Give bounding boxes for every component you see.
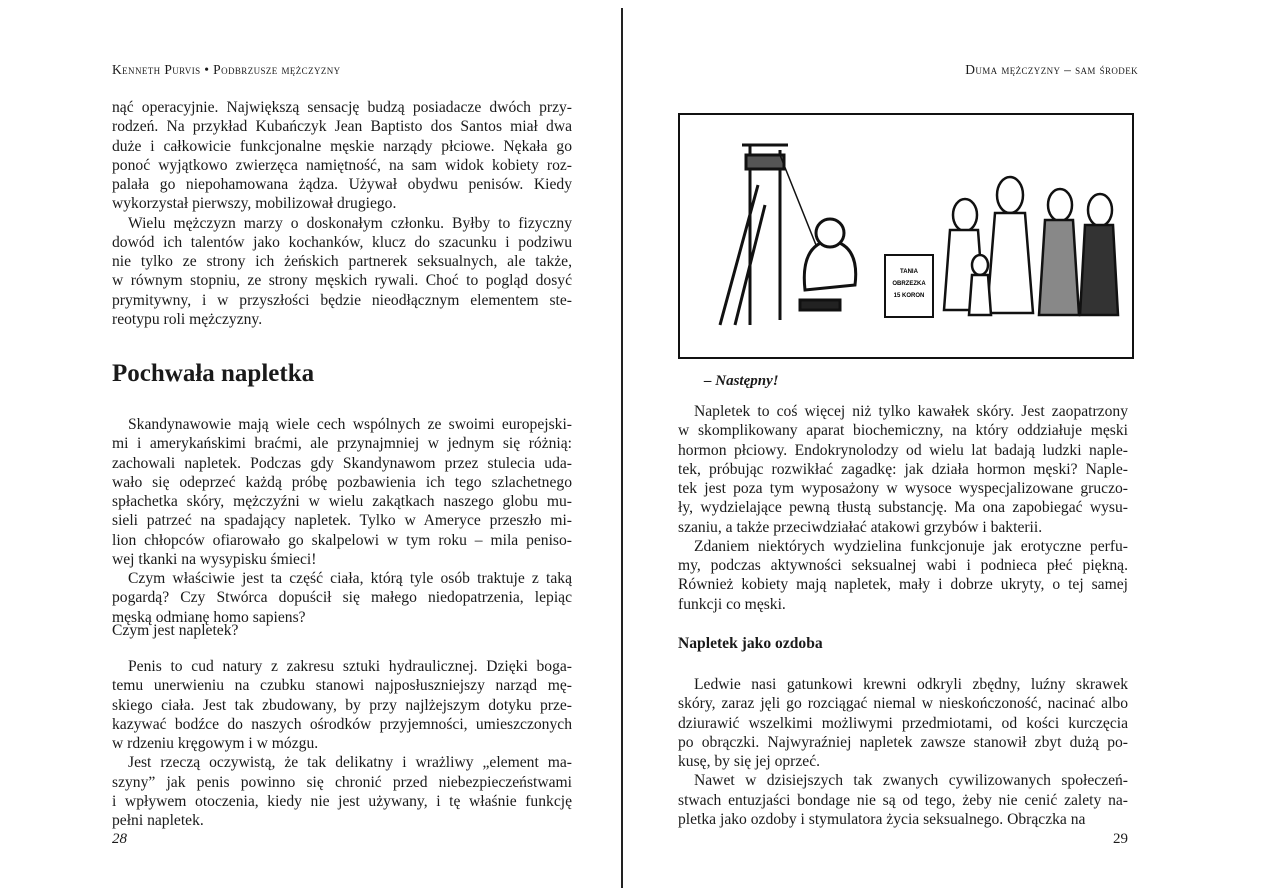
text-line: kusę, by się jej oprzeć. [678, 753, 821, 770]
text-line: Napletek to coś więcej niż tylko kawałek skóry. Jest zaopatrzony [694, 403, 1128, 420]
subsection-title: Czym jest napletek? [112, 622, 239, 639]
svg-text:OBRZEZKA: OBRZEZKA [892, 281, 926, 287]
gutter-divider [621, 8, 623, 888]
text-line: nie tylko ze strony ich żeńskich partnerek seksualnych, ale także, [112, 253, 572, 270]
running-head: Kenneth Purvis • Podbrzusze mężczyzny [112, 62, 341, 77]
left-page [0, 0, 620, 894]
subsection-title: Napletek jako ozdoba [678, 635, 823, 652]
text-line: w równym stopniu, ze strony męskich rywali. Choć to pogląd dosyć [112, 272, 572, 290]
text-line: Wielu mężczyzn marzy o doskonałym członku. Byłby to fizyczny [128, 214, 572, 232]
text-line: szyny” jak penis powinno się chronić przed niebezpieczeństwami [112, 773, 572, 791]
text-line: funkcji co męski. [678, 595, 786, 613]
text-line: pogardą? Czy Stwórca dopuścił się małego niedopatrzenia, lepiąc [112, 589, 572, 607]
text-line: lion chłopców ofiarowało go skalpelowi w tym roku – mila peniso- [112, 531, 572, 549]
text-line: Jest rzeczą oczywistą, że tak delikatny i wrażliwy „element ma- [128, 754, 572, 772]
text-line: Nawet w dzisiejszych tak zwanych cywilizowanych społeczeń- [694, 772, 1128, 790]
text-line: sieli patrzeć na spadający napletek. Tylko w Ameryce przeszło mi- [112, 512, 572, 530]
text-line: i wpływem otoczenia, kiedy nie jest używany, i tę właśnie funkcję [112, 792, 572, 810]
text-line: pełni napletek. [112, 812, 204, 829]
text-line: reotypu roli mężczyzny. [112, 310, 263, 328]
text-line: ponoć wyjątkowo zwierzęca namiętność, na sam widok kobiety roz- [112, 156, 572, 174]
text-line: skiego ciała. Jest tak zbudowany, by przy najlżejszym dotyku prze- [112, 696, 572, 714]
text-line: szaniu, a także przeciwdziałać atakowi grzybów i bakterii. [678, 518, 1043, 536]
text-line: temu unerwieniu na czubku stanowi najposłuszniejszy narząd mę- [112, 677, 572, 695]
text-line: dziurawić wszelkimi możliwymi przedmiotami, od kości kurczęcia [678, 714, 1128, 732]
text-line: dowód ich talentów jako kochanków, klucz do szacunku i podziwu [112, 233, 572, 251]
text-line: po obrączki. Najwyraźniej napletek zawsze stanowił zbyt dużą po- [678, 733, 1128, 751]
text-line: zachowali napletek. Podczas gdy Skandynawom przez stulecia uda- [112, 454, 572, 472]
text-line: prymitywny, i w przyszłości będzie nieodłącznym elementem ste- [112, 291, 572, 309]
text-line: my, podczas aktywności seksualnej wabi i podnieca płeć piękną. [678, 557, 1128, 574]
text-line: rodzeń. Na przykład Kubańczyk Jean Baptisto dos Santos miał dwa [112, 118, 572, 136]
text-line: pletka jako ozdoby i stymulatora życia seksualnego. Obrączka na [678, 810, 1086, 828]
subsection-text [678, 675, 1128, 829]
text-line: stwach entuzjaści bondage nie są od tego, żeby nie cenić zalety na- [678, 791, 1128, 809]
subsection-text [112, 657, 572, 830]
text-line: Penis to cud natury z zakresu sztuki hydraulicznej. Dzięki boga- [128, 658, 572, 675]
text-line: Skandynawowie mają wiele cech wspólnych ze swoimi europejski- [128, 416, 572, 433]
text-line: Czym właściwie jest ta część ciała, którą tyle osób traktuje z taką [128, 570, 572, 587]
text-line: Ledwie nasi gatunkowi krewni odkryli zbędny, luźny skrawek [694, 676, 1128, 693]
cartoon-illustration [678, 113, 1134, 359]
text-line: tek, próbując rozwikłać zagadkę: jak działa hormon męski? Naple- [678, 460, 1128, 478]
text-line: palała go niepohamowana żądza. Używał obydwu penisów. Kiedy [112, 176, 572, 193]
text-line: mi i amerykańskimi braćmi, ale przynajmniej w jednym się różnią: [112, 435, 572, 453]
text-line: wało się odeprzeć każdą próbę pozbawienia ich tego szlachetnego [112, 473, 572, 491]
guillotine-cartoon [680, 115, 1132, 357]
section-title: Pochwała napletka [112, 360, 315, 387]
text-line: nąć operacyjnie. Największą sensację budzą posiadacze dwóch przy- [112, 99, 572, 116]
text-line: wej tkanki na wysypisku śmieci! [112, 550, 317, 568]
text-line: ły, wydzielające pewną tłustą substancję. Ma ona zapobiegać wysu- [678, 499, 1128, 517]
right-page [624, 0, 1262, 894]
text-line: Zdaniem niektórych wydzielina funkcjonuje jak erotyczne perfu- [694, 537, 1128, 555]
text-line: Również kobiety mają napletek, mały i dobrze ukryty, o tej samej [678, 576, 1128, 594]
text-line: kazywać bodźce do naszych ośrodków przyjemności, umieszczonych [112, 715, 572, 733]
text-line: skóry, zaraz jęli go rozciągać niemal w nieskończoność, nacinać albo [678, 695, 1128, 713]
page-number: 28 [112, 831, 127, 847]
figure-caption: – Następny! [704, 373, 779, 389]
text-line: spłachetka skóry, mężczyźni w wielu zakątkach naszego globu mu- [112, 493, 572, 510]
page-number: 29 [1113, 831, 1128, 847]
text-line: w skomplikowany aparat biochemiczny, na który oddziałuje męski [678, 422, 1128, 440]
running-head: Duma mężczyzny – sam środek [965, 62, 1138, 77]
body-text [678, 402, 1128, 614]
text-line: w rdzeniu kręgowym i w mózgu. [112, 735, 319, 752]
text-line: hormon płciowy. Endokrynolodzy od wielu lat badają ludzki naple- [678, 441, 1128, 459]
text-line: wykorzystał pierwszy, mobilizował drugiego. [112, 195, 397, 213]
text-line: męską odmianę homo sapiens? [112, 608, 306, 626]
svg-text:15 KORON: 15 KORON [893, 293, 925, 299]
sign-text: TANIA [900, 269, 918, 275]
section-text [112, 415, 572, 627]
intro-text [112, 98, 572, 329]
text-line: tek jest poza tym wyposażony w wysoce wyspecjalizowane gruczo- [678, 480, 1128, 497]
text-line: duże i całkowicie funkcjonalne męskie narządy płciowe. Nękała go [112, 137, 572, 155]
